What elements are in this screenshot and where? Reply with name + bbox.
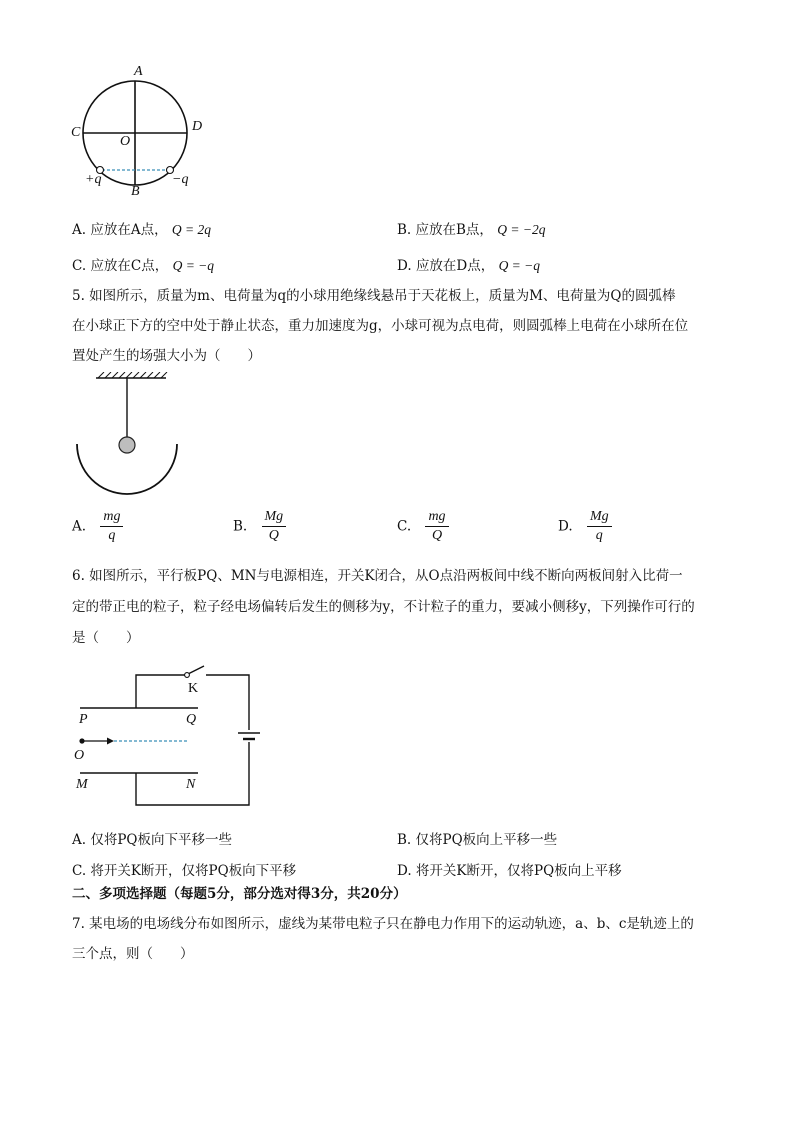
q4-option-a-formula: Q = 2q bbox=[171, 222, 211, 237]
q6-wire-top bbox=[136, 675, 186, 708]
q6-label-m: M bbox=[76, 777, 88, 792]
q5-figure bbox=[70, 372, 190, 497]
q4-option-c-text: 应放在C点， bbox=[90, 258, 169, 274]
q4-option-d[interactable] bbox=[397, 254, 540, 274]
q6-arrow-head bbox=[107, 738, 114, 745]
q6-option-b[interactable]: B. 仅将PQ板向上平移一些 bbox=[397, 832, 558, 848]
q5-ceiling-hatch bbox=[98, 372, 167, 378]
q5-option-d-letter: D. bbox=[558, 518, 573, 535]
q6-label-k: K bbox=[188, 681, 199, 696]
q5-line-1: 5. 如图所示，质量为m、电荷量为q的小球用绝缘线悬吊于天花板上，质量为M、电荷量为Q的圆弧棒 bbox=[72, 288, 676, 304]
q4-option-c-formula: Q = −q bbox=[172, 258, 215, 273]
q5-option-b-numerator: Mg bbox=[262, 508, 287, 527]
q7-line-1: 7. 某电场的电场线分布如图所示，虚线为某带电粒子只在静电力作用下的运动轨迹，a、b、c是轨迹上的 bbox=[72, 916, 694, 932]
q6-label-n: N bbox=[186, 777, 196, 792]
q4-option-a-text: 应放在A点， bbox=[90, 222, 168, 238]
q6-switch-pivot bbox=[185, 673, 190, 678]
q6-option-d[interactable]: D. 将开关K断开，仅将PQ板向上平移 bbox=[397, 863, 622, 879]
q5-option-d-fraction bbox=[587, 508, 612, 545]
q4-label-minus-q: −q bbox=[172, 172, 189, 187]
q5-ball bbox=[119, 437, 135, 453]
q6-label-o: O bbox=[74, 748, 85, 763]
q4-option-b[interactable] bbox=[397, 218, 545, 238]
q5-option-b-fraction bbox=[262, 508, 287, 545]
q4-label-plus-q: +q bbox=[85, 172, 102, 187]
q6-line-2: 定的带正电的粒子，粒子经电场偏转后发生的侧移为y，不计粒子的重力，要减小侧移y，下列操作可行的 bbox=[72, 599, 695, 615]
q5-option-a-numerator: mg bbox=[100, 508, 123, 527]
q5-option-d[interactable] bbox=[558, 508, 612, 545]
q4-label-d: D bbox=[192, 119, 203, 134]
q4-option-d-letter: D. bbox=[397, 258, 412, 274]
q4-option-d-formula: Q = −q bbox=[498, 258, 541, 273]
q5-option-c-numerator: mg bbox=[425, 508, 448, 527]
q4-option-a-letter: A. bbox=[72, 222, 87, 238]
q6-label-p: P bbox=[79, 712, 88, 727]
q5-option-c-fraction bbox=[425, 508, 448, 545]
q6-line-1: 6. 如图所示，平行板PQ、MN与电源相连，开关K闭合，从O点沿两板间中线不断向两板间射入比荷一 bbox=[72, 568, 683, 584]
q4-option-d-text: 应放在D点， bbox=[415, 258, 495, 274]
q5-option-d-numerator: Mg bbox=[587, 508, 612, 527]
q5-option-a[interactable] bbox=[72, 508, 123, 545]
q5-line-3: 置处产生的场强大小为（ ） bbox=[72, 348, 261, 364]
section-2-heading: 二、多项选择题（每题5分，部分选对得3分，共20分） bbox=[72, 886, 407, 902]
q5-option-d-denominator: q bbox=[595, 528, 603, 543]
q6-option-c[interactable]: C. 将开关K断开，仅将PQ板向下平移 bbox=[72, 863, 297, 879]
q4-option-c-letter: C. bbox=[72, 258, 87, 274]
q5-option-a-letter: A. bbox=[72, 518, 87, 535]
q4-label-c: C bbox=[71, 125, 81, 140]
q5-option-a-fraction bbox=[100, 508, 123, 545]
q4-option-b-text: 应放在B点， bbox=[415, 222, 493, 238]
q5-option-b-denominator: Q bbox=[268, 528, 279, 543]
q5-option-b-letter: B. bbox=[233, 518, 248, 535]
q4-label-b: B bbox=[131, 184, 140, 199]
q4-option-c[interactable] bbox=[72, 254, 214, 274]
q4-option-b-formula: Q = −2q bbox=[497, 222, 546, 237]
q7-line-2: 三个点，则（ ） bbox=[72, 946, 194, 962]
q4-option-a[interactable] bbox=[72, 218, 211, 238]
q4-label-o: O bbox=[120, 134, 131, 149]
q4-option-b-letter: B. bbox=[397, 222, 412, 238]
q6-wire-right bbox=[206, 675, 249, 730]
q6-line-3: 是（ ） bbox=[72, 630, 140, 646]
q5-option-c[interactable] bbox=[397, 508, 449, 545]
q6-switch-k bbox=[188, 666, 204, 674]
q6-figure bbox=[70, 665, 260, 815]
q5-option-c-letter: C. bbox=[397, 518, 412, 535]
q5-option-a-denominator: q bbox=[108, 528, 116, 543]
q6-label-q: Q bbox=[186, 712, 197, 727]
q5-line-2: 在小球正下方的空中处于静止状态，重力加速度为g，小球可视为点电荷，则圆弧棒上电荷在小球所在位 bbox=[72, 318, 689, 334]
q6-option-a[interactable]: A. 仅将PQ板向下平移一些 bbox=[72, 832, 232, 848]
q5-option-c-denominator: Q bbox=[431, 528, 443, 543]
q4-label-a: A bbox=[134, 64, 143, 79]
q5-option-b[interactable] bbox=[233, 508, 286, 545]
